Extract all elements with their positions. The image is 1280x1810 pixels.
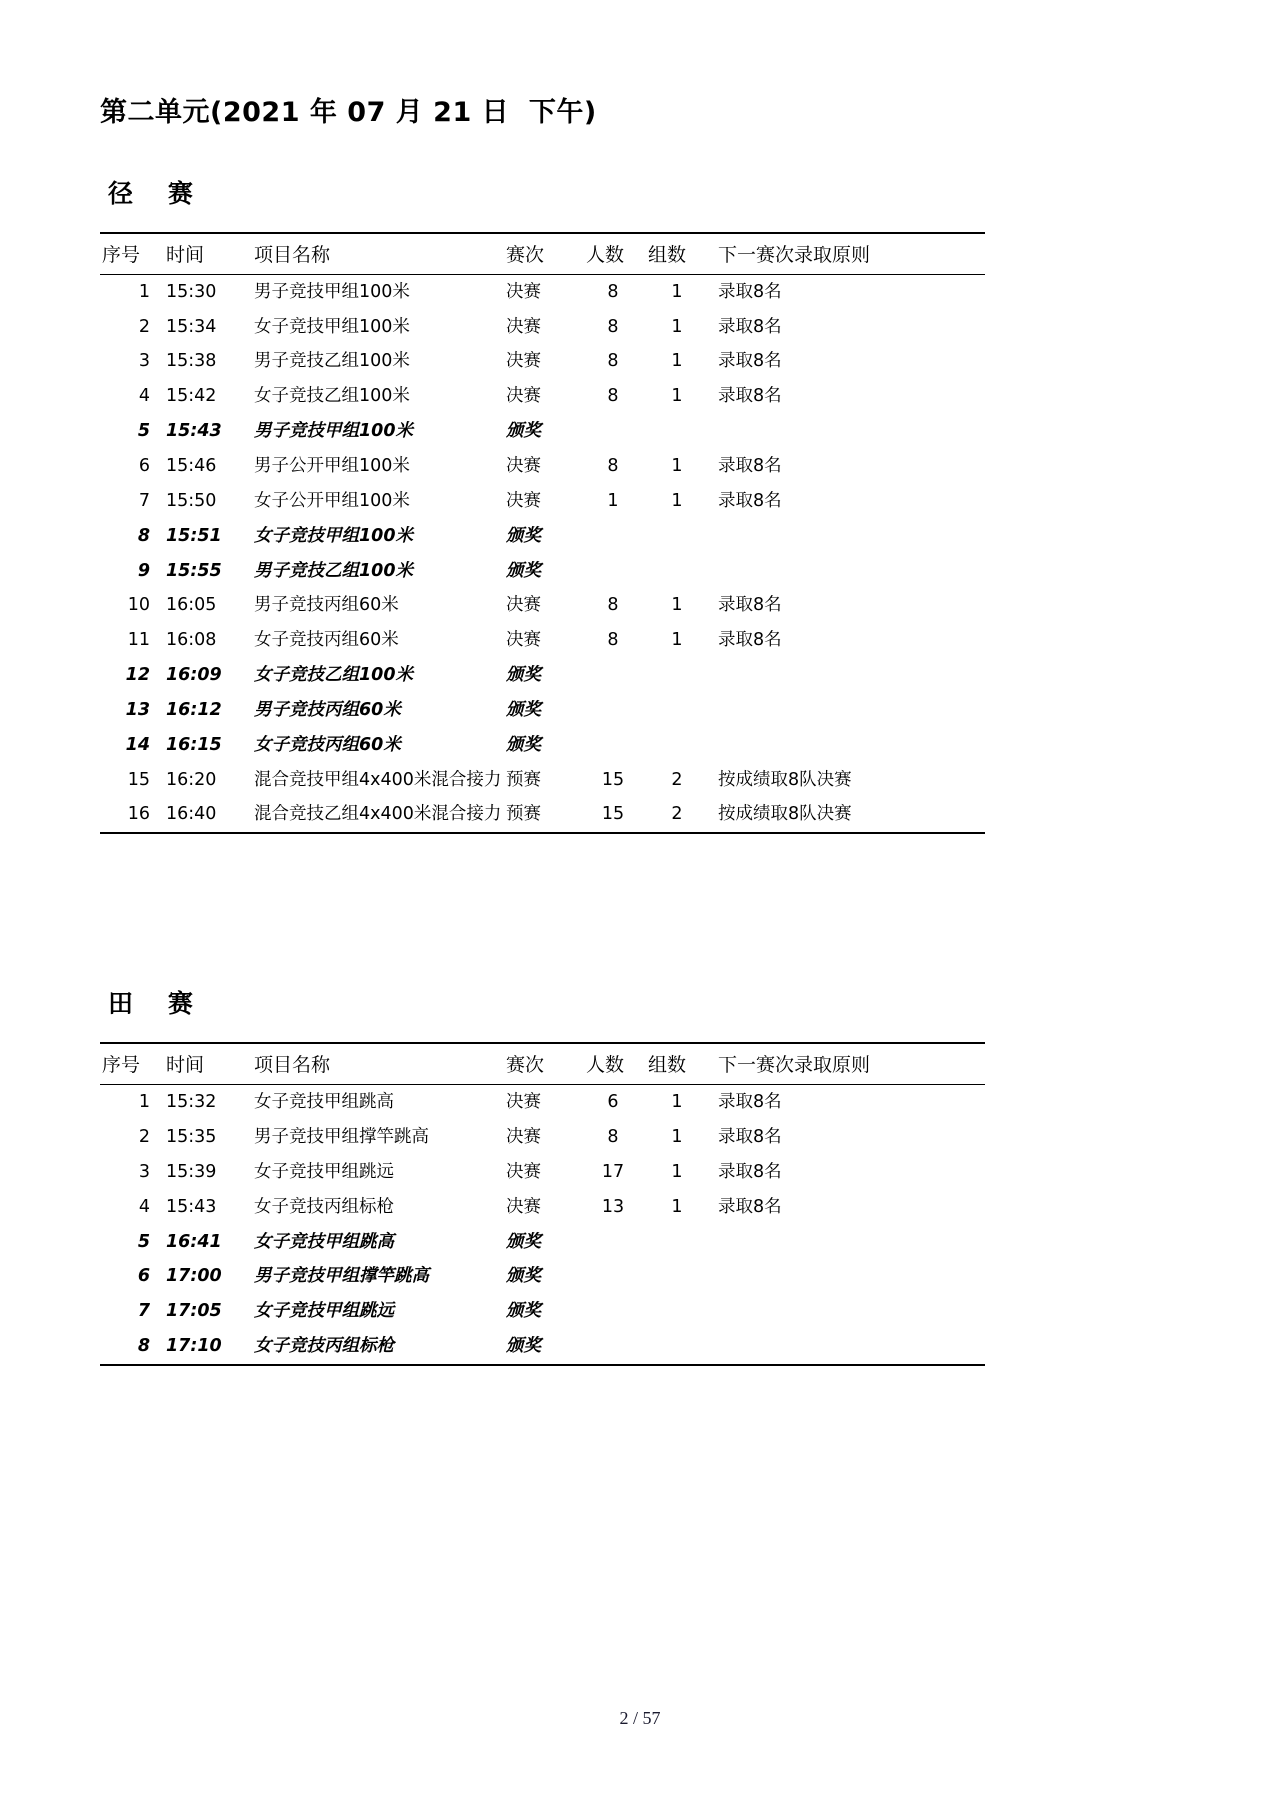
- table-row: [100, 1120, 985, 1155]
- table-header-field: [100, 1043, 985, 1085]
- cell-count: 6: [607, 1092, 619, 1113]
- cell-groups: 1: [671, 1092, 683, 1113]
- cell-count: 8: [607, 386, 619, 407]
- table-row: [100, 658, 985, 693]
- cell-groups: 1: [671, 1161, 683, 1182]
- table-row: [100, 519, 985, 554]
- section-heading-field: 田 赛: [108, 989, 193, 1019]
- schedule-table-field: [100, 1042, 985, 1366]
- table-row: [100, 623, 985, 658]
- column-header-rule: 下一赛次录取原则: [710, 233, 985, 275]
- cell-groups: 1: [671, 455, 683, 476]
- cell-rule: 录取8名: [718, 351, 782, 372]
- cell-rule: [710, 554, 985, 589]
- cell-event-name: 女子竞技乙组100米: [254, 665, 414, 686]
- cell-round: 颁奖: [506, 560, 541, 581]
- cell-no: 14: [125, 734, 150, 755]
- cell-time: 16:41: [166, 1231, 222, 1252]
- cell-round: 决赛: [506, 630, 541, 651]
- cell-event-name: 男子竞技甲组撑竿跳高: [254, 1127, 429, 1148]
- cell-rule: 录取8名: [718, 316, 782, 337]
- cell-round: 决赛: [506, 455, 541, 476]
- cell-no: 16: [100, 797, 162, 833]
- cell-event-name: 男子竞技甲组100米: [254, 281, 410, 302]
- column-header-groups: 组数: [644, 1043, 710, 1085]
- cell-no: 6: [137, 1266, 150, 1287]
- cell-round: 颁奖: [504, 1329, 582, 1365]
- cell-groups: [644, 1329, 710, 1365]
- cell-event-name: 男子竞技乙组100米: [254, 351, 410, 372]
- cell-no: 6: [138, 455, 150, 476]
- cell-time: 15:38: [166, 351, 217, 372]
- cell-count: 8: [607, 1127, 619, 1148]
- column-header-round: 赛次: [504, 233, 582, 275]
- cell-time: 17:05: [166, 1301, 222, 1322]
- cell-groups: 1: [671, 490, 683, 511]
- cell-round: 颁奖: [506, 525, 541, 546]
- cell-no: 2: [138, 316, 150, 337]
- cell-count: 8: [607, 316, 619, 337]
- cell-groups: [644, 728, 710, 763]
- column-header-rule: 下一赛次录取原则: [710, 1043, 985, 1085]
- cell-rule: 按成绩取8队决赛: [710, 797, 985, 833]
- cell-count: [582, 658, 644, 693]
- cell-round: 决赛: [506, 490, 541, 511]
- column-header-no: 序号: [100, 1043, 162, 1085]
- cell-event-name: 女子竞技乙组100米: [254, 386, 410, 407]
- cell-rule: [710, 414, 985, 449]
- table-row: [100, 554, 985, 589]
- cell-count: 8: [607, 630, 619, 651]
- table-row: [100, 1294, 985, 1329]
- cell-no: 4: [138, 386, 150, 407]
- cell-time: 15:43: [166, 1196, 217, 1217]
- table-header-row: [100, 1043, 985, 1085]
- cell-no: 3: [138, 1161, 150, 1182]
- cell-round: 决赛: [506, 1127, 541, 1148]
- cell-groups: 1: [671, 351, 683, 372]
- cell-time: 16:15: [166, 734, 222, 755]
- cell-round: 预赛: [506, 769, 541, 790]
- table-row: [100, 588, 985, 623]
- cell-count: 15: [582, 797, 644, 833]
- cell-time: 15:50: [166, 490, 217, 511]
- cell-event-name: 女子竞技甲组100米: [254, 316, 410, 337]
- cell-time: 15:39: [166, 1161, 217, 1182]
- cell-event-name: 女子竞技丙组60米: [254, 630, 399, 651]
- cell-groups: 1: [671, 595, 683, 616]
- cell-round: 颁奖: [506, 421, 541, 442]
- table-row: [100, 1085, 985, 1120]
- cell-no: 2: [138, 1127, 150, 1148]
- cell-no: 5: [137, 421, 150, 442]
- table-row: [100, 484, 985, 519]
- cell-time: 15:51: [166, 525, 222, 546]
- cell-groups: 1: [671, 630, 683, 651]
- cell-event-name: 男子竞技甲组撑竿跳高: [254, 1266, 429, 1287]
- table-header-row: [100, 233, 985, 275]
- table-row: [100, 310, 985, 345]
- cell-round: 预赛: [504, 797, 582, 833]
- table-row: [100, 1190, 985, 1225]
- cell-time: 16:09: [166, 665, 222, 686]
- cell-count: [582, 1225, 644, 1260]
- cell-time: 17:10: [162, 1329, 238, 1365]
- cell-time: 17:00: [166, 1266, 222, 1287]
- cell-round: 颁奖: [506, 1231, 541, 1252]
- cell-event-name: 女子竞技甲组跳高: [254, 1092, 394, 1113]
- cell-rule: 录取8名: [718, 630, 782, 651]
- table-row: [100, 1259, 985, 1294]
- cell-no: 13: [125, 699, 150, 720]
- cell-rule: [710, 1259, 985, 1294]
- cell-time: 15:34: [166, 316, 217, 337]
- cell-rule: 录取8名: [718, 490, 782, 511]
- cell-time: 16:05: [166, 595, 217, 616]
- cell-rule: [710, 519, 985, 554]
- table-row: [100, 728, 985, 763]
- cell-groups: [644, 693, 710, 728]
- cell-time: 15:30: [166, 281, 217, 302]
- cell-rule: 录取8名: [718, 281, 782, 302]
- cell-time: 15:35: [166, 1127, 217, 1148]
- table-header-track: [100, 233, 985, 275]
- cell-no: 15: [127, 769, 150, 790]
- cell-groups: 1: [671, 1127, 683, 1148]
- cell-groups: [644, 554, 710, 589]
- cell-event-name: 男子公开甲组100米: [254, 455, 410, 476]
- cell-count: [582, 693, 644, 728]
- cell-count: [582, 1259, 644, 1294]
- cell-count: 8: [607, 281, 619, 302]
- cell-count: [582, 1329, 644, 1365]
- cell-round: 决赛: [506, 386, 541, 407]
- table-row: [100, 797, 985, 833]
- table-row: [100, 344, 985, 379]
- cell-event-name: 混合竞技甲组4x400米混合接力: [254, 769, 502, 790]
- cell-time: 15:55: [166, 560, 222, 581]
- cell-event-name: 女子竞技丙组标枪: [254, 1196, 394, 1217]
- cell-groups: 2: [644, 797, 710, 833]
- cell-no: 3: [138, 351, 150, 372]
- cell-time: 15:42: [166, 386, 217, 407]
- cell-round: 颁奖: [506, 665, 541, 686]
- column-header-count: 人数: [582, 233, 644, 275]
- cell-no: 1: [138, 281, 150, 302]
- cell-time: 16:20: [166, 769, 217, 790]
- cell-event-name: 男子竞技丙组60米: [254, 595, 399, 616]
- section-spacer: [100, 834, 1000, 984]
- cell-event-name: 男子竞技丙组60米: [254, 699, 401, 720]
- cell-count: [582, 728, 644, 763]
- table-row: [100, 1329, 985, 1365]
- cell-rule: [710, 1329, 985, 1365]
- table-row: [100, 414, 985, 449]
- table-row: [100, 379, 985, 414]
- cell-count: 17: [601, 1161, 625, 1182]
- cell-time: 15:43: [166, 421, 222, 442]
- column-header-name: 项目名称: [238, 1043, 504, 1085]
- cell-groups: [644, 1294, 710, 1329]
- cell-round: 决赛: [506, 351, 541, 372]
- cell-event-name: 女子竞技丙组标枪: [238, 1329, 504, 1365]
- cell-groups: [644, 519, 710, 554]
- cell-rule: 录取8名: [718, 1127, 782, 1148]
- cell-rule: 录取8名: [718, 595, 782, 616]
- cell-rule: 录取8名: [718, 1161, 782, 1182]
- schedule-table-track: [100, 232, 985, 835]
- cell-time: 16:08: [166, 630, 217, 651]
- cell-groups: [644, 414, 710, 449]
- cell-event-name: 男子竞技乙组100米: [254, 560, 414, 581]
- cell-no: 12: [125, 665, 150, 686]
- page-content: [100, 96, 1000, 1366]
- table-body-field: [100, 1085, 985, 1365]
- cell-round: 决赛: [506, 1092, 541, 1113]
- cell-count: 15: [601, 769, 625, 790]
- cell-groups: [644, 1225, 710, 1260]
- cell-no: 8: [137, 525, 150, 546]
- cell-groups: 1: [671, 1196, 683, 1217]
- page-footer: 2 / 57: [619, 1708, 661, 1728]
- cell-time: 15:46: [166, 455, 217, 476]
- cell-round: 决赛: [506, 1196, 541, 1217]
- cell-no: 7: [138, 490, 150, 511]
- cell-event-name: 男子竞技甲组100米: [254, 421, 414, 442]
- table-row: [100, 1155, 985, 1190]
- table-row: [100, 693, 985, 728]
- cell-count: [582, 554, 644, 589]
- cell-groups: [644, 658, 710, 693]
- table-row: [100, 449, 985, 484]
- cell-count: [582, 519, 644, 554]
- cell-no: 5: [137, 1231, 150, 1252]
- column-header-round: 赛次: [504, 1043, 582, 1085]
- column-header-time: 时间: [162, 1043, 238, 1085]
- cell-groups: 1: [671, 386, 683, 407]
- cell-event-name: 女子竞技甲组跳远: [254, 1301, 394, 1322]
- cell-no: 11: [127, 630, 150, 651]
- cell-round: 决赛: [506, 595, 541, 616]
- cell-event-name: 女子竞技丙组60米: [254, 734, 401, 755]
- cell-groups: 1: [671, 316, 683, 337]
- cell-rule: [710, 658, 985, 693]
- cell-groups: 1: [671, 281, 683, 302]
- cell-event-name: 混合竞技乙组4x400米混合接力: [238, 797, 504, 833]
- cell-round: 颁奖: [506, 1301, 541, 1322]
- cell-round: 颁奖: [506, 734, 541, 755]
- cell-count: 8: [607, 455, 619, 476]
- cell-groups: 2: [671, 769, 683, 790]
- cell-time: 16:12: [166, 699, 222, 720]
- cell-event-name: 女子竞技甲组100米: [254, 525, 414, 546]
- cell-groups: [644, 1259, 710, 1294]
- table-row: [100, 763, 985, 798]
- cell-rule: 录取8名: [718, 455, 782, 476]
- cell-event-name: 女子竞技甲组跳高: [254, 1231, 394, 1252]
- cell-time: 15:32: [166, 1092, 217, 1113]
- cell-no: 4: [138, 1196, 150, 1217]
- column-header-groups: 组数: [644, 233, 710, 275]
- cell-rule: [710, 1294, 985, 1329]
- page-title: 第二单元(2021 年 07 月 21 日 下午): [100, 97, 597, 128]
- cell-round: 决赛: [506, 316, 541, 337]
- cell-round: 颁奖: [506, 1266, 541, 1287]
- cell-no: 8: [100, 1329, 162, 1365]
- cell-event-name: 女子公开甲组100米: [254, 490, 410, 511]
- cell-round: 决赛: [506, 281, 541, 302]
- cell-count: [582, 1294, 644, 1329]
- cell-no: 1: [138, 1092, 150, 1113]
- column-header-name: 项目名称: [238, 233, 504, 275]
- cell-no: 10: [127, 595, 150, 616]
- cell-no: 9: [137, 560, 150, 581]
- cell-time: 16:40: [162, 797, 238, 833]
- cell-count: 8: [607, 595, 619, 616]
- cell-event-name: 女子竞技甲组跳远: [254, 1161, 394, 1182]
- table-body-track: [100, 274, 985, 833]
- table-row: [100, 274, 985, 309]
- column-header-no: 序号: [100, 233, 162, 275]
- cell-rule: [710, 728, 985, 763]
- cell-round: 颁奖: [506, 699, 541, 720]
- cell-rule: 录取8名: [718, 386, 782, 407]
- table-row: [100, 1225, 985, 1260]
- column-header-count: 人数: [582, 1043, 644, 1085]
- cell-count: 8: [607, 351, 619, 372]
- column-header-time: 时间: [162, 233, 238, 275]
- cell-count: 13: [601, 1196, 625, 1217]
- cell-rule: 录取8名: [718, 1196, 782, 1217]
- cell-no: 7: [137, 1301, 150, 1322]
- cell-round: 决赛: [506, 1161, 541, 1182]
- cell-count: 1: [607, 490, 619, 511]
- cell-rule: 按成绩取8队决赛: [718, 769, 852, 790]
- cell-rule: [710, 1225, 985, 1260]
- cell-rule: [710, 693, 985, 728]
- cell-rule: 录取8名: [718, 1092, 782, 1113]
- cell-count: [582, 414, 644, 449]
- section-heading-track: 径 赛: [108, 178, 193, 208]
